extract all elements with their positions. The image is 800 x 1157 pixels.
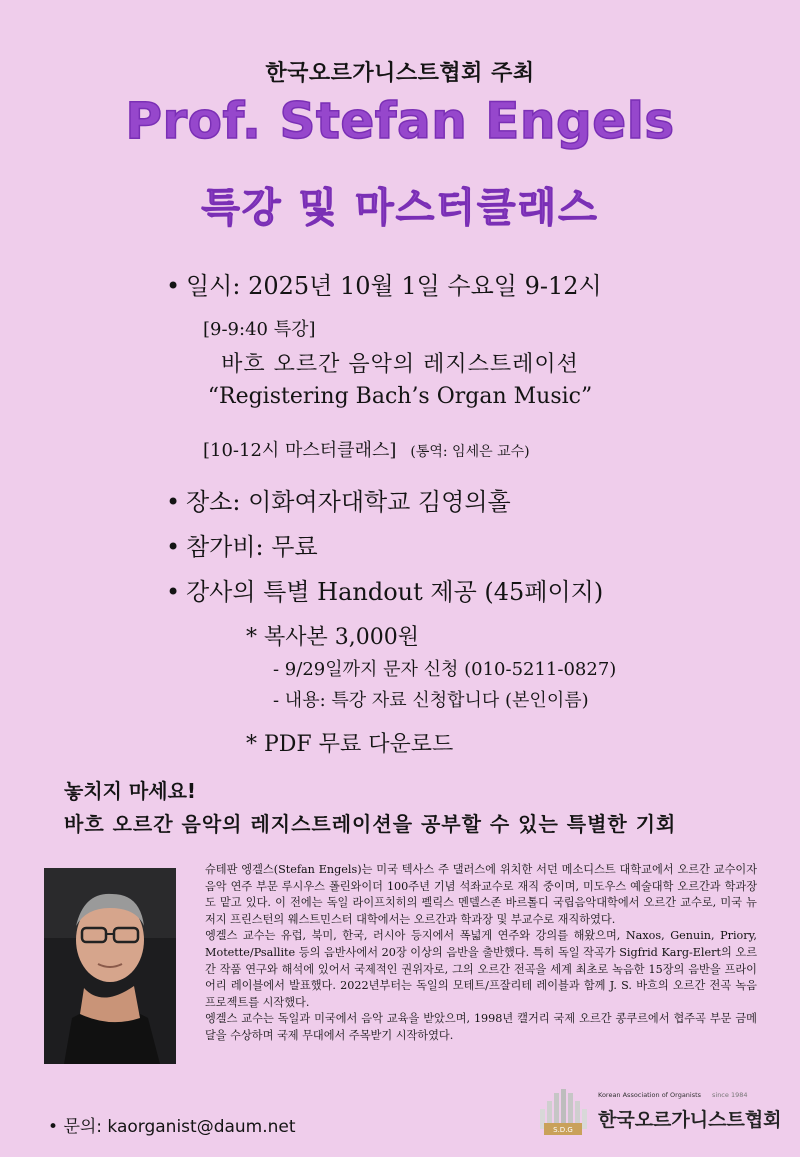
handout-text: 강사의 특별 Handout 제공 (45페이지) bbox=[186, 578, 604, 606]
bullet-handout bbox=[166, 572, 603, 607]
pdf-download: * PDF 무료 다운로드 bbox=[246, 732, 454, 757]
logo-english-name: Korean Association of Organists bbox=[598, 1091, 702, 1099]
page-subtitle: 특강 및 마스터클래스 bbox=[201, 185, 599, 231]
lecture-title-ko: 바흐 오르간 음악의 레지스트레이션 bbox=[221, 352, 579, 377]
contact-text: 문의: kaorganist@daum.net bbox=[63, 1117, 296, 1137]
organ-pipes-icon bbox=[536, 1087, 590, 1141]
masterclass-time bbox=[203, 436, 530, 462]
portrait-illustration bbox=[44, 868, 176, 1064]
fee-text: 참가비: 무료 bbox=[186, 533, 318, 561]
date-text: 일시: 2025년 10월 1일 수요일 9-12시 bbox=[186, 272, 602, 300]
logo-since: since 1984 bbox=[712, 1091, 748, 1099]
copy-price: * 복사본 3,000원 bbox=[246, 625, 419, 650]
bullet-venue bbox=[166, 482, 511, 517]
bullet-dot: • bbox=[166, 533, 181, 561]
promo-line-2: 바흐 오르간 음악의 레지스트레이션을 공부할 수 있는 특별한 기회 bbox=[64, 812, 677, 836]
bullet-dot: • bbox=[48, 1117, 64, 1137]
contact-info bbox=[48, 1112, 296, 1137]
masterclass-label: [10-12시 마스터클래스] bbox=[203, 440, 397, 461]
logo-korean-name: 한국오르가니스트협회 bbox=[598, 1109, 782, 1131]
bullet-dot: • bbox=[166, 272, 181, 300]
bio-paragraph-3: 엥겔스 교수는 독일과 미국에서 음악 교육을 받았으며, 1998년 캘거리 국제 오르간 콩쿠르에서 협주곡 부문 금메달을 수상하며 국제 무대에서 주목받기 시작하였다. bbox=[205, 1012, 757, 1042]
venue-text: 장소: 이화여자대학교 김영의홀 bbox=[186, 488, 511, 516]
association-logo bbox=[536, 1085, 782, 1145]
organizer-line: 한국오르가니스트협회 주최 bbox=[265, 61, 535, 86]
bullet-fee bbox=[166, 527, 318, 562]
bullet-dot: • bbox=[166, 578, 181, 606]
portrait-photo bbox=[44, 868, 176, 1064]
biography bbox=[205, 862, 757, 1045]
lecture-time: [9-9:40 특강] bbox=[203, 319, 316, 340]
page-title: Prof. Stefan Engels bbox=[125, 92, 675, 150]
bio-paragraph-1: 슈테판 엥겔스(Stefan Engels)는 미국 텍사스 주 댈러스에 위치한 서던 메소디스트 대학교에서 오르간 교수이자 음악 연주 부문 루시우스 폴린와이더 100주년 기념 석좌교수로 재직 중이며, 미도우스 예술대학 오르간과 학과장도 맡고 있다. 이 전에는 독일 라이프치히의 펠릭스 멘델스존 바르톨디 국립음악대학에서 오르간 교수로, 미국 뉴저지 프린스턴의 웨스트민스터 대학에서는 오르간과 학과장 및 부교수로 재직하였다. bbox=[205, 863, 757, 926]
copy-request-deadline: - 9/29일까지 문자 신청 (010-5211-0827) bbox=[273, 659, 617, 680]
promo-line-1: 놓치지 마세요! bbox=[64, 779, 197, 803]
logo-mark-text: S.D.G bbox=[553, 1126, 573, 1134]
interpreter-note: (통역: 임세은 교수) bbox=[410, 444, 530, 460]
copy-request-content: - 내용: 특강 자료 신청합니다 (본인이름) bbox=[273, 690, 589, 711]
bio-paragraph-2: 엥겔스 교수는 유럽, 북미, 한국, 러시아 등지에서 폭넓게 연주와 강의를 해왔으며, Naxos, Genuin, Priory, Motette/Psallite 등의 음반사에서 20장 이상의 음반을 출반했다. 특히 독일 작곡가 Sigfrid Karg-Elert의 오르간 작품 연구와 해석에 있어서 국제적인 권위자로, 그의 오르간 전곡을 세계 최초로 녹음한 15장의 음반을 프라이어리 레이블에서 발표했다. 2022년부터는 독일의 모테트/프잘리테 레이블과 함께 J. S. 바흐의 오르간 전곡 녹음 프로젝트를 시작했다. bbox=[205, 929, 757, 1009]
bullet-date bbox=[166, 266, 602, 301]
bullet-dot: • bbox=[166, 488, 181, 516]
lecture-title-en: “Registering Bach’s Organ Music” bbox=[207, 384, 593, 409]
